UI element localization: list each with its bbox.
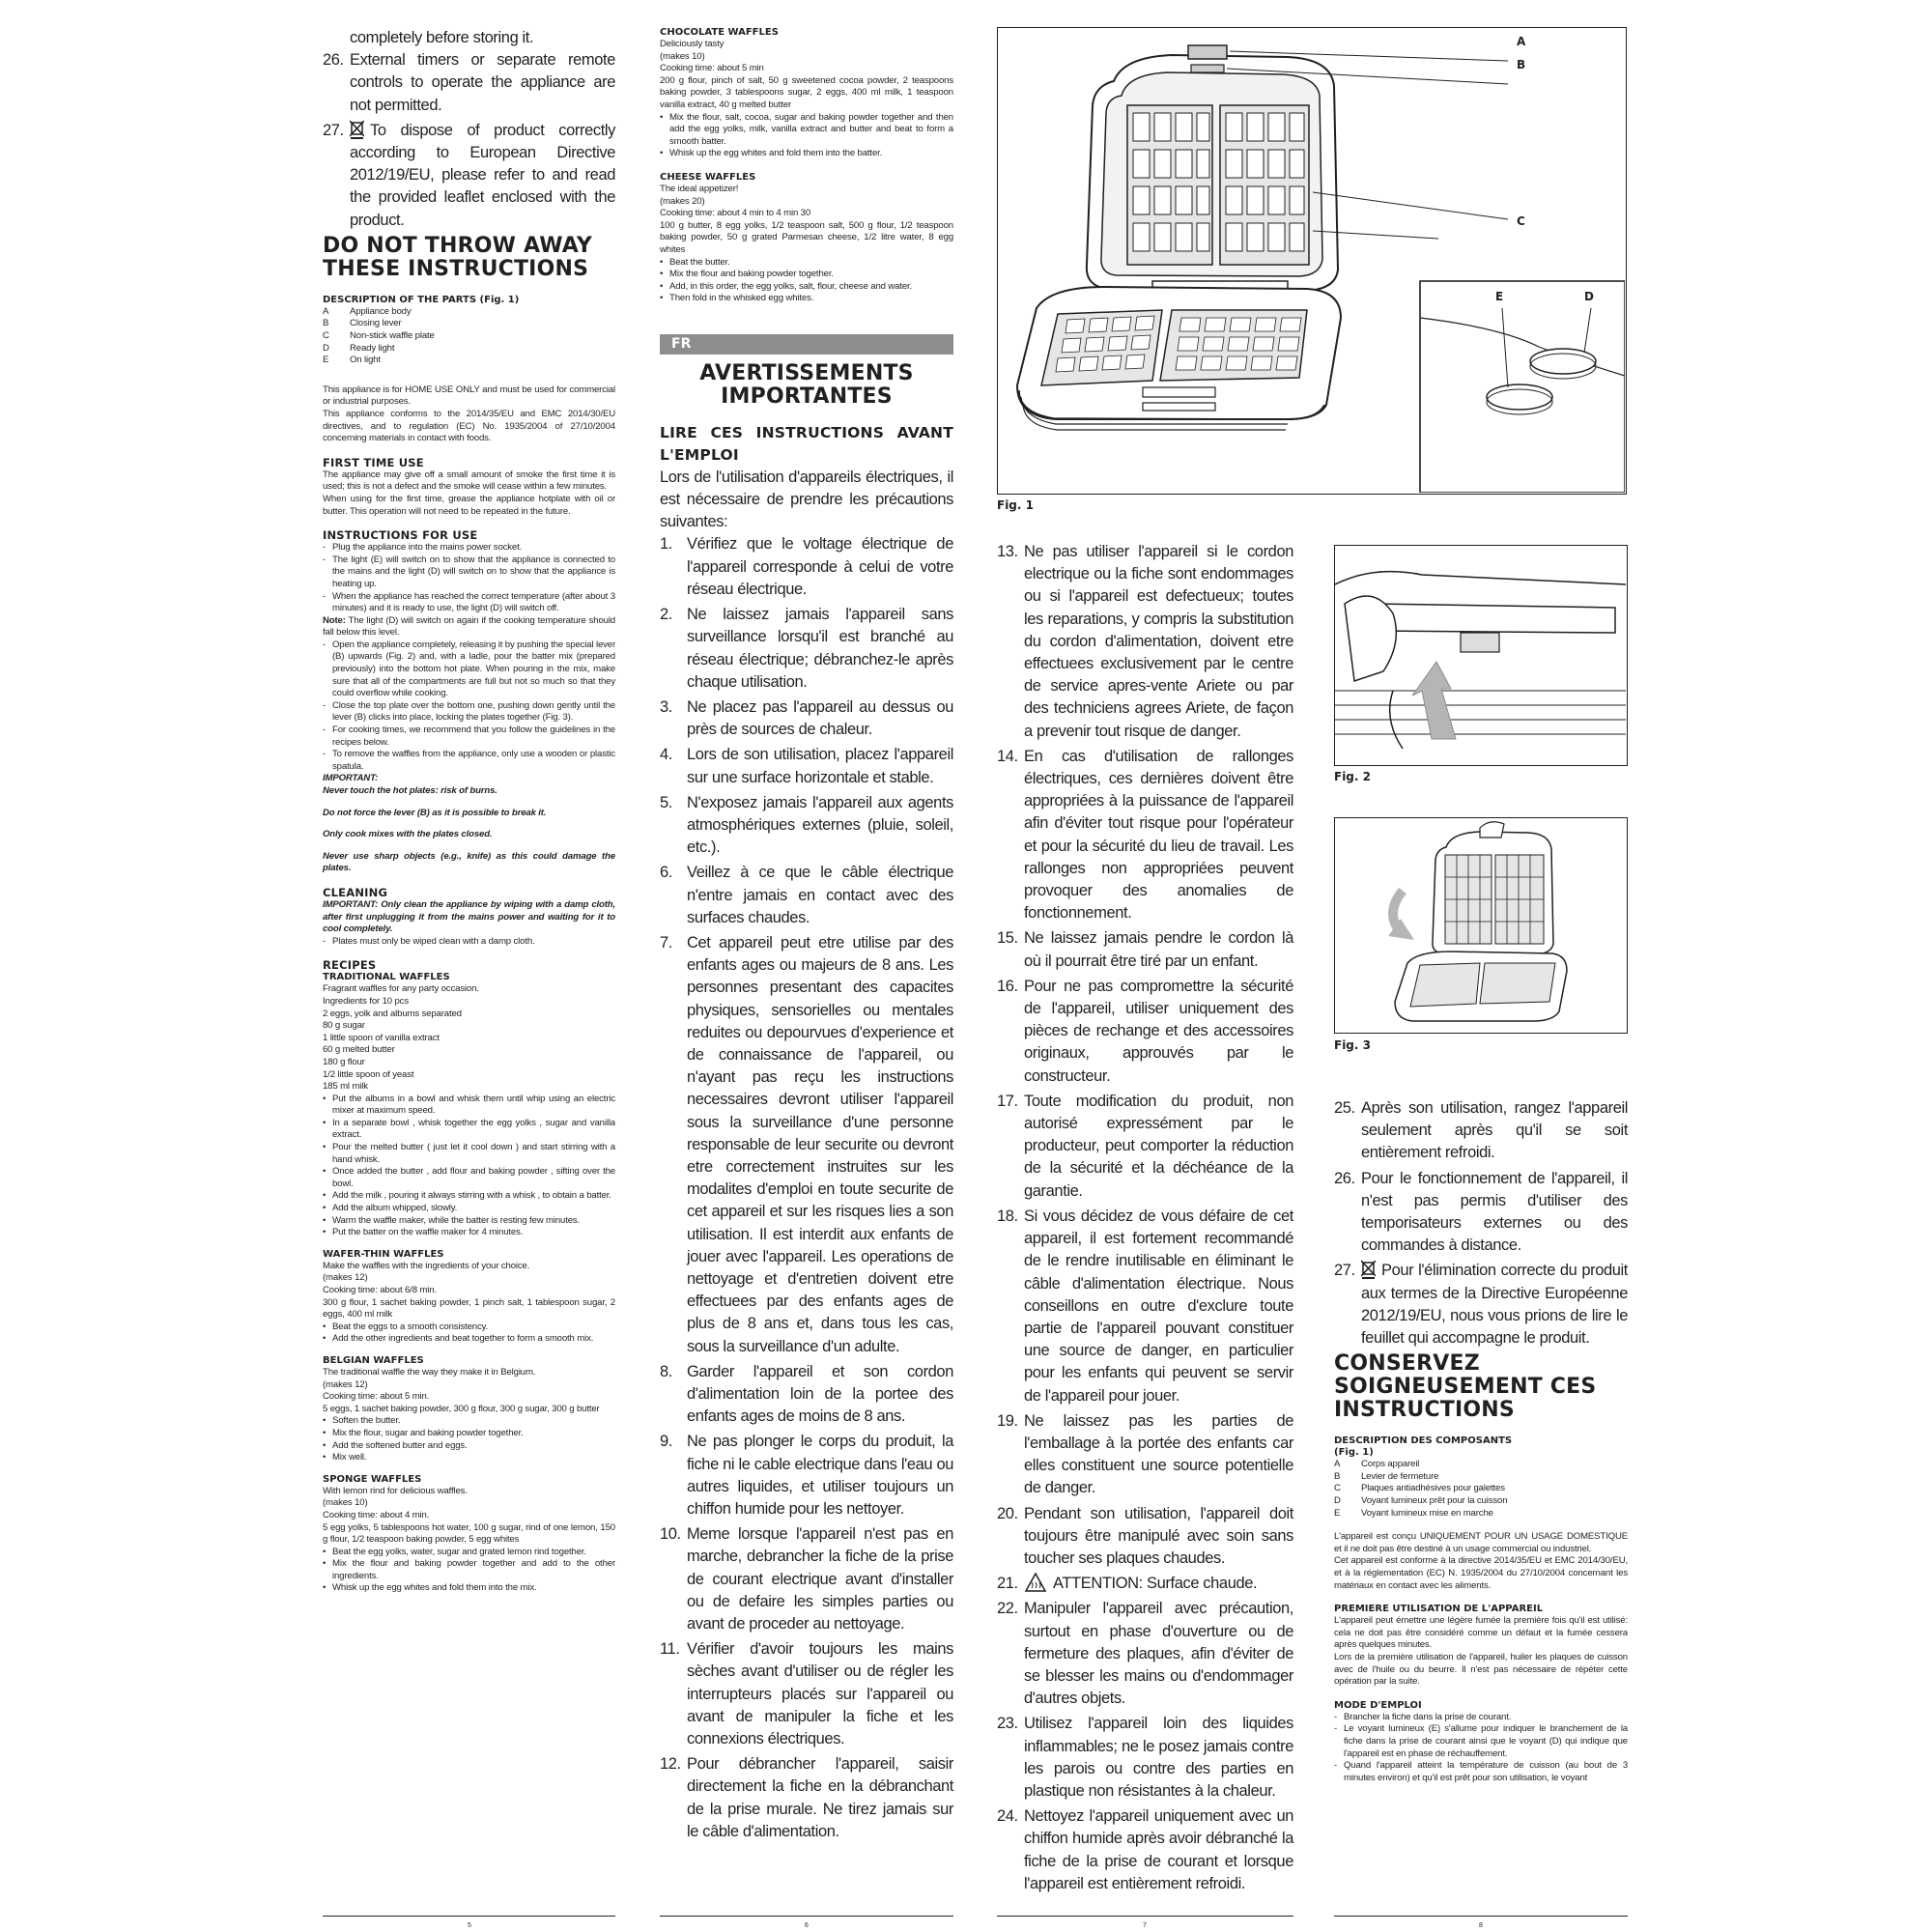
note: Note: The light (D) will switch on again if the cooking temperature should fall below this level. bbox=[323, 614, 615, 639]
parts-list: A Corps appareil B Levier de fermeture C Plaques antiadhésives pour galettes D Voyant lumineux prêt pour la cuisson E Voyant lumineux mise en marche bbox=[1334, 1459, 1508, 1519]
list-item: 13. Ne pas utiliser l'appareil si le cordon electrique ou la fiche sont endommages ou si l'appareil est defectueux; toutes les reparations, y compris la substitution du cordon d'alimentation, doivent etre effectuees exclusivement par le centre de service apres-vente Ariete ou par des techniciens agrees Ariete, de façon a prevenir tout risque de danger. bbox=[997, 543, 1293, 740]
conformity-text: Cet appareil est conforme à la directive 2014/35/EU et EMC 2014/30/EU, et à la réglementation (EC) N. 1935/2004 du 27/10/2004 concernant les matériaux en contact avec les aliments. bbox=[1334, 1555, 1628, 1591]
waffle-maker-illustration bbox=[998, 28, 1625, 493]
callout-c: C bbox=[1517, 214, 1525, 228]
page-6-column bbox=[660, 27, 953, 1846]
instructions-list: - Plug the appliance into the mains power socket. - The light (E) will switch on to show that the appliance is connected to the mains and the light (D) will switch on to show that the appliance is heating up. - When the appliance has reached the correct temperature (after about 3 minutes) and it is ready to use, the light (D) will switch off. Note: The light (D) will switch on again if the cooking temperature should fall below this level. - Open the appliance completely, releasing it by pushing the special lever (B) upwards (Fig. 2) and, with a ladle, pour the batter mix (prepared previously) into the bottom hot plate. When pouring in the mix, make sure that all of the compartments are full but not so much so that they could overflow while cooking. - Close the top plate over the bottom one, pushing down gently until the lever (B) clicks into place, locking the plates together (Fig. 3). - For cooking times, we recommend that you follow the guidelines in the recipes below. - To remove the waffles from the appliance, only use a wooden or plastic spatula. IMPORTANT: Never touch the hot plates: risk of burns. Do not force the lever (B) as it is possible to break it. Only cook mixes with the plates closed. Never use sharp objects (e.g., knife) as this could damage the plates. bbox=[323, 542, 616, 874]
recipe-title: CHEESE WAFFLES bbox=[660, 171, 756, 183]
figure-2 bbox=[1334, 545, 1628, 766]
page-number: 5 bbox=[468, 1922, 471, 1929]
do-not-throw-heading: DO NOT THROW AWAY THESE INSTRUCTIONS bbox=[323, 233, 592, 281]
conformity-text: This appliance conforms to the 2014/35/EU and EMC 2014/30/EU directives, and to regulation (EC) No. 1935/2004 of 27/10/2004 concerning materials in contact with foods. bbox=[323, 408, 615, 444]
list-item: 25. Après son utilisation, rangez l'appareil seulement après qu'il se soit entièrement refroidi. bbox=[1334, 1099, 1628, 1162]
premiere-utilisation-heading: PREMIERE UTILISATION DE L'APPAREIL bbox=[1334, 1604, 1544, 1615]
up-arrow-icon bbox=[1412, 662, 1456, 739]
recipe-traditional: Fragrant waffles for any party occasion. Ingredients for 10 pcs 2 eggs, yolk and albums separated 80 g sugar 1 little spoon of vanilla extract 60 g melted butter 180 g flour 1/2 little spoon of yeast 185 ml milk • Put the albums in a bowl and whisk them until whip using an electric mixer at maximum speed. • In a separate bowl , whisk together the egg yolks , sugar and vanilla extract. • Pour the melted butter ( just let it cool down ) and start stirring with a hand whisk. • Once added the butter , add flour and baking powder , sifting over the bowl. • Add the milk , pouring it always stirring with a whisk , to obtain a batter. • Add the album whipped, slowly. • Warm the waffle maker, while the batter is resting few minutes. • Put the batter on the waffle maker for 4 minutes. bbox=[323, 983, 615, 1238]
continued-text: completely before storing it. bbox=[350, 29, 534, 46]
callout-a: A bbox=[1517, 35, 1526, 48]
on-light-e bbox=[1487, 384, 1552, 410]
list-item: 20. Pendant son utilisation, l'appareil doit toujours être manipulé avec soin sans toucher ses plaques chaudes. bbox=[997, 1504, 1293, 1567]
hot-surface-warning-icon bbox=[1024, 1573, 1047, 1592]
recipe-belgian: The traditional waffle the way they make it in Belgium. (makes 12) Cooking time: about 5 min. 5 eggs, 1 sachet baking powder, 300 g flour, 300 g sugar, 300 g butter • Soften the butter. • Mix the flour, sugar and baking powder together. • Add the softened butter and eggs. • Mix well. bbox=[323, 1366, 600, 1463]
footer-rule bbox=[997, 1916, 1293, 1917]
list-item: 4. Lors de son utilisation, placez l'appareil sur une surface horizontale et stable. bbox=[660, 746, 953, 786]
parts-title: DESCRIPTION DES COMPOSANTS (Fig. 1) bbox=[1334, 1435, 1513, 1459]
hand-icon bbox=[1345, 596, 1396, 681]
weee-bin-icon bbox=[1361, 1260, 1376, 1279]
fig-2-caption: Fig. 2 bbox=[1334, 770, 1371, 783]
fig-3-caption: Fig. 3 bbox=[1334, 1038, 1371, 1052]
cleaning-heading: CLEANING bbox=[323, 885, 388, 899]
list-item: 1. Vérifiez que le voltage électrique de l'appareil corresponde à celui de votre réseau électrique. bbox=[660, 535, 953, 598]
list-item: 11. Vérifier d'avoir toujours les mains sèches avant d'utiliser ou de régler les interrupteurs placés sur l'appareil ou avant de manipuler la fiche et les connexions électriques. bbox=[660, 1640, 953, 1748]
footer-rule bbox=[323, 1916, 615, 1917]
numbered-list bbox=[997, 541, 1293, 1895]
mode-emploi-list: - Brancher la fiche dans la prise de courant. - Le voyant lumineux (E) s'allume pour indiquer le branchement de la fiche dans la prise de courant ainsi que le voyant (D) qui indique que l'appareil est en phase de réchauffement. - Quand l'appareil atteint la température de cuisson (au bout de 3 minutes environ) et qu'il est prêt pour son utilisation, le voyant bbox=[1334, 1711, 1628, 1783]
recipe-sponge: With lemon rind for delicious waffles. (makes 10) Cooking time: about 4 min. 5 egg yolks, 5 tablespoons hot water, 100 g sugar, rind of one lemon, 150 g flour, 1/2 teaspoon baking powder, 5 egg whites • Beat the egg yolks, water, sugar and grated lemon rind together. • Mix the flour and baking powder together and add to the other ingredients. • Whisk up the egg whites and fold them into the mix. bbox=[323, 1485, 615, 1594]
recipes-heading: RECIPES bbox=[323, 958, 377, 973]
closing-lever bbox=[1188, 45, 1227, 59]
first-time-use-heading: FIRST TIME USE bbox=[323, 455, 424, 469]
close-lid-illustration bbox=[1335, 818, 1626, 1032]
callout-e: E bbox=[1495, 290, 1504, 303]
list-item: 23. Utilisez l'appareil loin des liquides inflammables; ne le posez jamais contre les parois ou contre des parties en plastique non résistantes à la chaleur. bbox=[997, 1715, 1293, 1800]
parts-title: DESCRIPTION OF THE PARTS (Fig. 1) bbox=[323, 294, 520, 305]
list-item: 27. To dispose of product correctly according to European Directive 2012/19/EU, please refer to and read the provided leaflet enclosed with the product. bbox=[323, 121, 615, 229]
list-item: 14. En cas d'utilisation de rallonges électriques, ces dernières doivent être appropriées à la puissance de l'appareil afin d'éviter tout risque pour l'opérateur et pour la sécurité du lieu de travail. Les rallonges non appropriées peuvent provoquer des anomalies de fonctionnement. bbox=[997, 747, 1293, 923]
list-item: 26. Pour le fonctionnement de l'appareil, il n'est pas permis d'utiliser des temporisateurs externes ou des commandes à distance. bbox=[1334, 1169, 1628, 1255]
figure-3 bbox=[1334, 817, 1628, 1034]
numbered-list bbox=[660, 533, 953, 1843]
callout-d: D bbox=[1584, 290, 1594, 303]
callout-b: B bbox=[1517, 58, 1526, 71]
open-lever-illustration bbox=[1335, 546, 1626, 764]
fig-1-caption: Fig. 1 bbox=[997, 498, 1034, 512]
recipe-cheese: The ideal appetizer! (makes 20) Cooking time: about 4 min to 4 min 30 100 g butter, 8 egg yolks, 1/2 teaspoon salt, 500 g flour, 1/2 teaspoon baking powder, 50 g grated Parmesan cheese, 1/2 litre water, 8 egg whites • Beat the butter. • Mix the flour and baking powder together. • Add, in this order, the egg yolks, salt, flour, cheese and water. • Then fold in the whisked egg whites. bbox=[660, 183, 953, 304]
mode-emploi-heading: MODE D'EMPLOI bbox=[1334, 1699, 1422, 1711]
list-item: 8. Garder l'appareil et son cordon d'alimentation loin de la portee des enfants ages de moins de 8 ans. bbox=[660, 1362, 953, 1426]
page-7-column bbox=[997, 541, 1293, 1898]
recipe-title: TRADITIONAL WAFFLES bbox=[323, 972, 450, 983]
list-item: 21. ATTENTION: Surface chaude. bbox=[997, 1575, 1258, 1593]
recipe-wafer: Make the waffles with the ingredients of your choice. (makes 12) Cooking time: about 6/8 min. 300 g flour, 1 sachet baking powder, 1 pinch salt, 1 tablespoon sugar, 2 eggs, 400 ml milk • Beat the eggs to a smooth consistency. • Add the other ingredients and beat together to form a smooth mix. bbox=[323, 1260, 615, 1345]
page-number: 6 bbox=[805, 1922, 809, 1929]
list-item: 3. Ne placez pas l'appareil au dessus ou près de sources de chaleur. bbox=[660, 697, 953, 739]
list-item: 15. Ne laissez jamais pendre le cordon là où il pourrait être tiré par un enfant. bbox=[997, 929, 1293, 970]
usage-text: L'appareil est conçu UNIQUEMENT POUR UN USAGE DOMESTIQUE et il ne doit pas être destiné à un usage commercial ou industriel. bbox=[1334, 1531, 1628, 1554]
footer-rule bbox=[1334, 1916, 1628, 1917]
avertissements-heading: AVERTISSEMENTS IMPORTANTES bbox=[699, 360, 914, 409]
figure-1 bbox=[997, 27, 1627, 495]
recipe-title: BELGIAN WAFFLES bbox=[323, 1354, 424, 1366]
list-item: 24. Nettoyez l'appareil uniquement avec un chiffon humide après avoir débranché la fiche de la prise de courant et lorsque l'appareil est entièrement refroidi. bbox=[997, 1807, 1293, 1892]
list-item: 12. Pour débrancher l'appareil, saisir directement la fiche en la débranchant de la prise murale. Ne tirez jamais sur le câble d'alimentation. bbox=[660, 1755, 953, 1840]
page-5-column: completely before storing it. 26. External timers or separate remote controls to operate the appliance are not permitted. 27. To dispose of product correctly according to European Directive 2012/19/EU, please refer to and read the provided leaflet enclosed with the product. DO NOT THROW AWAY THESE INSTRUCTIONS DESCRIPTION OF THE PARTS (Fig. 1) A Appliance body B Closing lever C Non-stick waffle plate D Ready light E On light This appliance is for HOME USE ONLY and must be used for commercial or industrial purposes. This appliance conforms to the 2014/35/EU and EMC 2014/30/EU directives, and to regulation (EC) No. 1935/2004 of 27/10/2004 concerning materials in contact with foods. FIRST TIME USE The appliance may give off a small amount of smoke the first time it is used; this is not a defect and the smoke will cease within a few minutes. When using for the first time, grease the appliance hotplate with oil or butter. This operation will not need to be repeated in the future. INSTRUCTIONS FOR USE - Plug the appliance into the mains power socket. - The light (E) will switch on to show that the appliance is connected to the mains and the light (D) will switch on to show that the appliance is heating up. - When the appliance has reached the correct temperature (after about 3 minutes) and it is ready to use, the light (D) will switch off. Note: The light (D) will switch on again if the cooking temperature should fall below this level. - Open the appliance completely, releasing it by pushing the special lever (B) upwards (Fig. 2) and, with a ladle, pour the batter mix (prepared previously) into the bottom hot plate. When pouring in the mix, make sure that all of the compartments are full but not so much so that they could overflow while cooking. - Close the top plate over the bottom one, pushing down gently until the lever (B) clicks into place, locking the plates together (Fig. 3). - For cooking times, we recommend that you follow the guidelines in the recipes below. - To remove the waffles from the appliance, only use a wooden or plastic spatula. IMPORTANT: Never touch the hot plates: risk of burns. Do not force the lever (B) as it is possible to break it. Only cook mixes with the plates closed. Never use sharp objects (e.g., knife) as this could damage the plates. CLEANING IMPORTANT: Only clean the appliance by wiping with a damp cloth, after first unplugging it from the mains power and waiting for it to cool completely. - Plates must only be wiped clean with a damp cloth. RECIPES TRADITIONAL WAFFLES Fragrant waffles for any party occasion. Ingredients for 10 pcs 2 eggs, yolk and albums separated 80 g sugar 1 little spoon of vanilla extract 60 g melted butter 180 g flour 1/2 little spoon of yeast 185 ml milk • Put the albums in a bowl and whisk them until whip using an electric mixer at maximum speed. • In a separate bowl , whisk together the egg yolks , sugar and vanilla extract. • Pour the melted butter ( just let it cool down ) and start stirring with a hand whisk. • Once added the butter , add flour and baking powder , sifting over the bowl. • Add the milk , pouring it always stirring with a whisk , to obtain a batter. • Add the album whipped, slowly. • Warm the waffle maker, while the batter is resting few minutes. • Put the batter on the waffle maker for 4 minutes. WAFER-THIN WAFFLES Make the waffles with the ingredients of your choice. (makes 12) Cooking time: about 6/8 min. 300 g flour, 1 sachet baking powder, 1 pinch salt, 1 tablespoon sugar, 2 eggs, 400 ml milk • Beat the eggs to a smooth consistency. • Add the other ingredients and beat together to form a smooth mix. BELGIAN WAFFLES The traditional waffle the way they make it in Belgium. (makes 12) Cooking time: about 5 min. 5 eggs, 1 sachet baking powder, 300 g flour, 300 g sugar, 300 g butter • Soften the butter. • Mix the flour, sugar and baking powder together. • Add the softened butter and eggs. • Mix well. SPONGE WAFFLES With lemon rind for delicious waffles. (makes 10) Cooking time: about 4 min. 5 egg yolks, 5 tablespoons hot water, 100 g sugar, rind of one lemon, 150 g flour, 1/2 teaspoon baking powder, 5 egg whites • Beat the egg yolks, water, sugar and grated lemon rind together. • Mix the flour and baking powder together and add to the other ingredients. • Whisk up the egg whites and fold them into the mix. bbox=[323, 29, 616, 1594]
list-item: 6. Veillez à ce que le câble électrique n'entre jamais en contact avec des surfaces chaudes. bbox=[660, 864, 953, 926]
home-use-text: This appliance is for HOME USE ONLY and must be used for commercial or industrial purposes. bbox=[323, 384, 615, 408]
recipe-title: SPONGE WAFFLES bbox=[323, 1473, 422, 1485]
recipe-title: WAFER-THIN WAFFLES bbox=[323, 1248, 444, 1260]
page-number: 7 bbox=[1143, 1922, 1147, 1929]
recipe-chocolate: Deliciously tasty (makes 10) Cooking time: about 5 min 200 g flour, pinch of salt, 50 g sweetened cocoa powder, 2 teaspoons baking powder, 3 tablespoons sugar, 2 eggs, 400 ml milk, 1 teaspoon vanilla extract, 40 g melted butter • Mix the flour, salt, cocoa, sugar and baking powder together and then add the egg yolks, milk, vanilla extract and butter and beat to form a smooth batter. • Whisk up the egg whites and fold them into the batter. bbox=[660, 39, 953, 159]
list-item: 27. Pour l'élimination correcte du produit aux termes de la Directive Européenne 2012/19/EU, nous vous prions de lire le feuillet qui accompagne le produit. bbox=[1334, 1262, 1628, 1348]
language-tag: FR bbox=[660, 334, 953, 355]
recipe-title: CHOCOLATE WAFFLES bbox=[660, 27, 779, 38]
page-8-column: 25. Après son utilisation, rangez l'appareil seulement après qu'il se soit entièrement refroidi. 26. Pour le fonctionnement de l'appareil, il n'est pas permis d'utiliser des temporisateurs externes ou des commandes à distance. 27. Pour l'élimination correcte du produit aux termes de la Directive Européenne 2012/19/EU, nous vous prions de lire le feuillet qui accompagne le produit. CONSERVEZ SOIGNEUSEMENT CES INSTRUCTIONS DESCRIPTION DES COMPOSANTS (Fig. 1) A Corps appareil B Levier de fermeture C Plaques antiadhésives pour galettes D Voyant lumineux prêt pour la cuisson E Voyant lumineux mise en marche L'appareil est conçu UNIQUEMENT POUR UN USAGE DOMESTIQUE et il ne doit pas être destiné à un usage commercial ou industriel. Cet appareil est conforme à la directive 2014/35/EU et EMC 2014/30/EU, et à la réglementation (EC) N. 1935/2004 du 27/10/2004 concernant les matériaux en contact avec les aliments. PREMIERE UTILISATION DE L'APPAREIL L'appareil peut émettre une légère fumée la première fois qu'il est utilisé: cela ne doit pas être considéré comme un défaut et la fumée cessera après quelques minutes. Lors de la première utilisation de l'appareil, huiler les plaques de cuisson avec de l'huile ou du beurre. Il n'est pas nécessaire de répéter cette opération par la suite. MODE D'EMPLOI - Brancher la fiche dans la prise de courant. - Le voyant lumineux (E) s'allume pour indiquer le branchement de la fiche dans la prise de courant ainsi que le voyant (D) qui indique que l'appareil est en phase de réchauffement. - Quand l'appareil atteint la température de cuisson (au bout de 3 minutes environ) et qu'il est prêt pour son utilisation, le voyant bbox=[1334, 1099, 1628, 1783]
list-item: 2. Ne laissez jamais l'appareil sans surveillance lorsqu'il est branché au réseau électrique; débranchez-le après chaque utilisation. bbox=[660, 606, 953, 691]
list-item: 5. N'exposez jamais l'appareil aux agents atmosphériques externes (pluie, soleil, etc.). bbox=[660, 793, 953, 857]
footer-rule bbox=[660, 1916, 953, 1917]
numbered-list bbox=[1334, 1097, 1628, 1350]
list-item: 19. Ne laissez pas les parties de l'emballage à la portée des enfants car elles constituent une source potentielle de danger. bbox=[997, 1411, 1293, 1497]
list-item: 16. Pour ne pas compromettre la sécurité de l'appareil, utiliser uniquement des pièces de rechange et des accessoires originaux, approuvés par le constructeur. bbox=[997, 977, 1293, 1085]
list-item: 18. Si vous décidez de vous défaire de cet appareil, il est fortement recommandé de le rendre inutilisable en éliminant le câble d'alimentation électrique. Nous conseillons en outre d'exclure toute partie de l'appareil pouvant constituer une source de danger, en particulier pour les enfants qui peuvent se servir de l'appareil pour jouer. bbox=[997, 1207, 1293, 1405]
intro-text: Lors de l'utilisation d'appareils électriques, il est nécessaire de prendre les précautions suivantes: bbox=[660, 468, 953, 531]
list-item: 7. Cet appareil peut etre utilise par des enfants ages ou majeurs de 8 ans. Les personnes presentant des capacites physiques, sensorielles ou mentales reduites ou depourvues d'experience et de connaissance de l'appareil, ou n'ayant pas reçu les instructions necessaires devront utiliser l'appareil sous la surveillance d'une personne responsable de leur securite ou devront etre correctement instruites sur les modalites d'emploi en toute securite de cet appareil et sur les risques lies a son utilisation. Il est interdit aux enfants de jouer avec l'appareil. Les operations de nettoyage et d'entretien doivent etre effectuees par des enfants ages de plus de 8 ans et, dans tous les cas, sous la surveillance d'un adulte. bbox=[660, 933, 953, 1355]
list-item: 22. Manipuler l'appareil avec précaution, surtout en phase d'ouverture ou de fermeture des plaques, afin d'éviter de se blesser les mains ou d'endommager d'autres objets. bbox=[997, 1600, 1293, 1708]
ready-light-d bbox=[1530, 349, 1596, 374]
list-item: 9. Ne pas plonger le corps du produit, la fiche ni le cable electrique dans l'eau ou autres liquides, et utiliser toujours un chiffon humide pour les nettoyer. bbox=[660, 1433, 953, 1519]
list-item: 10. Meme lorsque l'appareil n'est pas en marche, debrancher la fiche de la prise de courant electrique avant d'installer ou de defaire les simples parties ou avant de proceder au nettoyage. bbox=[660, 1525, 953, 1634]
conservez-heading: CONSERVEZ SOIGNEUSEMENT CES INSTRUCTIONS bbox=[1334, 1351, 1597, 1423]
page-number: 8 bbox=[1479, 1922, 1483, 1929]
parts-list: A Appliance body B Closing lever C Non-stick waffle plate D Ready light E On light bbox=[323, 305, 435, 366]
instructions-heading: INSTRUCTIONS FOR USE bbox=[323, 528, 478, 543]
numbered-list bbox=[323, 49, 615, 232]
list-item: 26. External timers or separate remote controls to operate the appliance are not permitted. bbox=[323, 51, 615, 114]
list-item: 17. Toute modification du produit, non autorisé expressément par le producteur, peut comporter la réduction de la sécurité et la déchéance de la garantie. bbox=[997, 1092, 1293, 1200]
weee-bin-icon bbox=[350, 120, 364, 139]
lire-instructions: LIRE CES INSTRUCTIONS AVANT L'EMPLOI bbox=[660, 423, 953, 464]
